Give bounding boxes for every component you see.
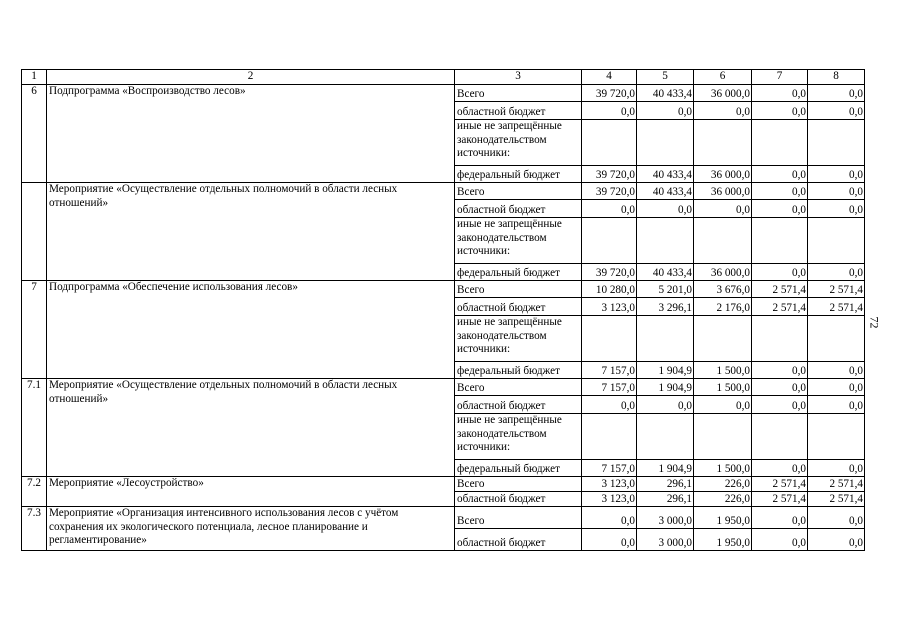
value-cell: 7 157,0 bbox=[582, 460, 637, 477]
value-cell bbox=[637, 414, 694, 460]
row-name: Мероприятие «Лесоустройство» bbox=[47, 477, 455, 507]
source-label: иные не запрещённые законодательством источники: bbox=[455, 414, 582, 460]
source-label: федеральный бюджет bbox=[455, 166, 582, 183]
value-cell: 0,0 bbox=[808, 200, 865, 218]
table-row bbox=[22, 85, 865, 102]
value-cell: 36 000,0 bbox=[694, 166, 752, 183]
value-cell bbox=[582, 218, 637, 264]
source-label: областной бюджет bbox=[455, 529, 582, 551]
source-label: областной бюджет bbox=[455, 492, 582, 507]
value-cell: 0,0 bbox=[637, 102, 694, 120]
value-cell bbox=[808, 120, 865, 166]
source-label: Всего bbox=[455, 477, 582, 492]
value-cell: 0,0 bbox=[808, 362, 865, 379]
value-cell: 1 500,0 bbox=[694, 460, 752, 477]
row-index: 7 bbox=[22, 281, 47, 379]
source-label: областной бюджет bbox=[455, 298, 582, 316]
table-body bbox=[22, 70, 865, 551]
source-label: областной бюджет bbox=[455, 396, 582, 414]
source-label: областной бюджет bbox=[455, 200, 582, 218]
value-cell bbox=[752, 218, 808, 264]
value-cell: 3 123,0 bbox=[582, 477, 637, 492]
value-cell: 1 904,9 bbox=[637, 460, 694, 477]
value-cell: 0,0 bbox=[752, 362, 808, 379]
page-number: 72 bbox=[867, 316, 882, 329]
value-cell: 0,0 bbox=[582, 200, 637, 218]
source-label: Всего bbox=[455, 183, 582, 200]
value-cell: 40 433,4 bbox=[637, 85, 694, 102]
value-cell: 0,0 bbox=[694, 396, 752, 414]
source-label: иные не запрещённые законодательством источники: bbox=[455, 120, 582, 166]
value-cell: 2 571,4 bbox=[752, 298, 808, 316]
value-cell: 10 280,0 bbox=[582, 281, 637, 298]
value-cell: 226,0 bbox=[694, 492, 752, 507]
value-cell: 1 500,0 bbox=[694, 379, 752, 396]
value-cell bbox=[694, 316, 752, 362]
value-cell: 0,0 bbox=[808, 264, 865, 281]
value-cell: 0,0 bbox=[752, 183, 808, 200]
value-cell: 2 571,4 bbox=[808, 281, 865, 298]
value-cell: 0,0 bbox=[808, 166, 865, 183]
table-row bbox=[22, 507, 865, 529]
value-cell: 3 123,0 bbox=[582, 492, 637, 507]
value-cell: 0,0 bbox=[808, 507, 865, 529]
value-cell bbox=[808, 316, 865, 362]
table-row bbox=[22, 281, 865, 298]
row-name: Подпрограмма «Обеспечение использования лесов» bbox=[47, 281, 455, 379]
value-cell: 0,0 bbox=[752, 507, 808, 529]
header-cell: 4 bbox=[582, 70, 637, 85]
value-cell: 40 433,4 bbox=[637, 183, 694, 200]
value-cell bbox=[582, 414, 637, 460]
value-cell bbox=[637, 218, 694, 264]
value-cell: 3 000,0 bbox=[637, 529, 694, 551]
value-cell: 0,0 bbox=[694, 102, 752, 120]
value-cell: 1 950,0 bbox=[694, 529, 752, 551]
value-cell: 0,0 bbox=[752, 102, 808, 120]
header-cell: 7 bbox=[752, 70, 808, 85]
value-cell: 0,0 bbox=[752, 166, 808, 183]
value-cell: 0,0 bbox=[582, 396, 637, 414]
budget-table bbox=[21, 69, 865, 551]
value-cell: 0,0 bbox=[752, 85, 808, 102]
value-cell: 39 720,0 bbox=[582, 264, 637, 281]
value-cell: 1 950,0 bbox=[694, 507, 752, 529]
header-cell: 6 bbox=[694, 70, 752, 85]
value-cell: 1 904,9 bbox=[637, 362, 694, 379]
value-cell: 0,0 bbox=[752, 379, 808, 396]
row-index bbox=[22, 183, 47, 281]
value-cell: 7 157,0 bbox=[582, 362, 637, 379]
value-cell bbox=[582, 120, 637, 166]
value-cell bbox=[808, 218, 865, 264]
header-cell: 2 bbox=[47, 70, 455, 85]
table-row bbox=[22, 379, 865, 396]
source-label: областной бюджет bbox=[455, 102, 582, 120]
value-cell: 39 720,0 bbox=[582, 166, 637, 183]
value-cell: 0,0 bbox=[752, 529, 808, 551]
source-label: Всего bbox=[455, 85, 582, 102]
source-label: иные не запрещённые законодательством источники: bbox=[455, 218, 582, 264]
value-cell: 0,0 bbox=[582, 102, 637, 120]
row-name: Мероприятие «Организация интенсивного использования лесов с учётом сохранения их экологического потенциала, лесное планирование и регламентирование» bbox=[47, 507, 455, 551]
value-cell: 2 571,4 bbox=[808, 298, 865, 316]
header-row bbox=[22, 70, 865, 85]
value-cell bbox=[752, 414, 808, 460]
value-cell bbox=[637, 120, 694, 166]
value-cell: 1 500,0 bbox=[694, 362, 752, 379]
value-cell: 39 720,0 bbox=[582, 183, 637, 200]
source-label: федеральный бюджет bbox=[455, 362, 582, 379]
value-cell: 36 000,0 bbox=[694, 183, 752, 200]
value-cell: 0,0 bbox=[808, 183, 865, 200]
header-cell: 1 bbox=[22, 70, 47, 85]
source-label: Всего bbox=[455, 379, 582, 396]
value-cell: 0,0 bbox=[582, 529, 637, 551]
value-cell: 0,0 bbox=[637, 200, 694, 218]
source-label: иные не запрещённые законодательством источники: bbox=[455, 316, 582, 362]
value-cell: 2 176,0 bbox=[694, 298, 752, 316]
value-cell: 2 571,4 bbox=[752, 281, 808, 298]
value-cell bbox=[694, 218, 752, 264]
value-cell: 2 571,4 bbox=[808, 477, 865, 492]
value-cell: 0,0 bbox=[808, 85, 865, 102]
table-row bbox=[22, 183, 865, 200]
value-cell: 0,0 bbox=[752, 200, 808, 218]
value-cell bbox=[808, 414, 865, 460]
value-cell: 0,0 bbox=[752, 264, 808, 281]
header-cell: 5 bbox=[637, 70, 694, 85]
value-cell: 0,0 bbox=[637, 396, 694, 414]
value-cell: 0,0 bbox=[808, 460, 865, 477]
source-label: федеральный бюджет bbox=[455, 264, 582, 281]
value-cell: 2 571,4 bbox=[752, 492, 808, 507]
value-cell: 0,0 bbox=[752, 396, 808, 414]
value-cell: 36 000,0 bbox=[694, 264, 752, 281]
table-row bbox=[22, 477, 865, 492]
value-cell: 3 123,0 bbox=[582, 298, 637, 316]
row-index: 7.3 bbox=[22, 507, 47, 551]
value-cell: 3 296,1 bbox=[637, 298, 694, 316]
row-name: Мероприятие «Осуществление отдельных полномочий в области лесных отношений» bbox=[47, 379, 455, 477]
source-label: федеральный бюджет bbox=[455, 460, 582, 477]
value-cell: 0,0 bbox=[808, 396, 865, 414]
value-cell bbox=[694, 120, 752, 166]
value-cell: 40 433,4 bbox=[637, 264, 694, 281]
value-cell: 40 433,4 bbox=[637, 166, 694, 183]
value-cell: 3 000,0 bbox=[637, 507, 694, 529]
value-cell: 0,0 bbox=[582, 507, 637, 529]
header-cell: 8 bbox=[808, 70, 865, 85]
row-index: 6 bbox=[22, 85, 47, 183]
value-cell bbox=[752, 120, 808, 166]
row-index: 7.2 bbox=[22, 477, 47, 507]
value-cell bbox=[694, 414, 752, 460]
value-cell: 2 571,4 bbox=[752, 477, 808, 492]
value-cell: 39 720,0 bbox=[582, 85, 637, 102]
row-name: Подпрограмма «Воспроизводство лесов» bbox=[47, 85, 455, 183]
value-cell: 226,0 bbox=[694, 477, 752, 492]
source-label: Всего bbox=[455, 281, 582, 298]
value-cell: 0,0 bbox=[752, 460, 808, 477]
value-cell: 2 571,4 bbox=[808, 492, 865, 507]
value-cell: 1 904,9 bbox=[637, 379, 694, 396]
value-cell: 0,0 bbox=[808, 102, 865, 120]
value-cell bbox=[637, 316, 694, 362]
value-cell: 3 676,0 bbox=[694, 281, 752, 298]
source-label: Всего bbox=[455, 507, 582, 529]
value-cell: 36 000,0 bbox=[694, 85, 752, 102]
value-cell: 0,0 bbox=[808, 379, 865, 396]
value-cell: 0,0 bbox=[694, 200, 752, 218]
value-cell: 5 201,0 bbox=[637, 281, 694, 298]
value-cell: 0,0 bbox=[808, 529, 865, 551]
value-cell: 296,1 bbox=[637, 477, 694, 492]
value-cell bbox=[582, 316, 637, 362]
header-cell: 3 bbox=[455, 70, 582, 85]
value-cell bbox=[752, 316, 808, 362]
row-name: Мероприятие «Осуществление отдельных полномочий в области лесных отношений» bbox=[47, 183, 455, 281]
value-cell: 296,1 bbox=[637, 492, 694, 507]
row-index: 7.1 bbox=[22, 379, 47, 477]
value-cell: 7 157,0 bbox=[582, 379, 637, 396]
